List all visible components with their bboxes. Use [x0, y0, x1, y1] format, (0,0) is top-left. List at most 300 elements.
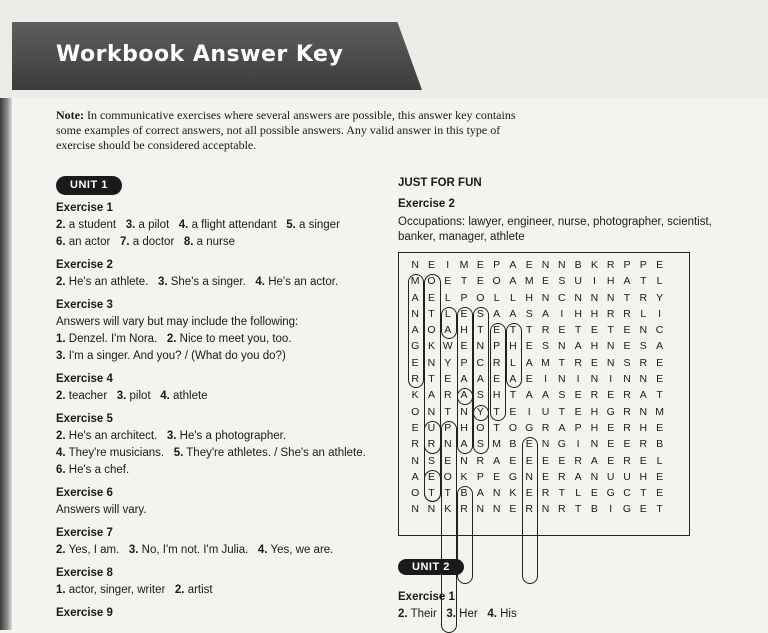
grid-letter: T	[509, 389, 517, 402]
word-loop	[522, 437, 538, 584]
grid-letter: N	[525, 470, 534, 483]
grid-letter: R	[443, 389, 452, 402]
grid-letter: H	[590, 421, 599, 434]
grid-letter: E	[427, 259, 435, 271]
answer-number: 2.	[166, 333, 177, 345]
grid-letter: E	[590, 356, 598, 369]
answer-number: 2.	[398, 608, 408, 620]
answer-text: artist	[184, 584, 213, 596]
word-loop	[473, 307, 489, 421]
grid-letter: I	[576, 438, 580, 451]
grid-letter: K	[427, 340, 435, 353]
grid-letter: N	[558, 259, 566, 271]
answer-text: an actor	[65, 236, 111, 248]
grid-letter: E	[525, 259, 533, 271]
grid-letter: R	[574, 454, 582, 467]
grid-letter: E	[525, 438, 533, 451]
grid-letter: R	[623, 389, 631, 402]
grid-letter: E	[509, 454, 517, 467]
exercise-block	[56, 412, 386, 478]
grid-letter: A	[574, 340, 582, 353]
grid-letter: T	[656, 389, 663, 402]
grid-letter: L	[510, 356, 516, 369]
word-loop	[424, 470, 440, 503]
word-loop	[424, 421, 440, 454]
answer-text: He's a chef.	[65, 464, 130, 476]
grid-letter: E	[476, 259, 484, 271]
exercise-title: Exercise 5	[56, 413, 113, 425]
grid-letter: A	[574, 470, 582, 483]
grid-letter: I	[609, 373, 613, 386]
grid-letter: S	[476, 438, 484, 451]
grid-letter: L	[444, 291, 451, 304]
grid-letter: I	[446, 259, 450, 271]
grid-letter: N	[606, 291, 615, 304]
grid-letter: K	[509, 487, 517, 500]
unit2-badge: UNIT 2	[398, 559, 464, 575]
just-for-fun-column	[398, 176, 712, 245]
answer-text: a doctor	[129, 236, 175, 248]
grid-letter: N	[541, 291, 550, 304]
grid-letter: T	[558, 405, 566, 418]
grid-letter: O	[411, 405, 420, 418]
answer-number: 8.	[183, 236, 194, 248]
grid-row	[407, 387, 668, 403]
grid-letter: N	[558, 340, 566, 353]
answer-text: pilot	[126, 390, 151, 402]
answer-number: 3.	[116, 390, 127, 402]
grid-letter: G	[606, 405, 615, 418]
answer-line	[56, 583, 386, 598]
answer-number: 3.	[166, 430, 177, 442]
grid-letter: R	[623, 307, 631, 320]
grid-letter: T	[558, 356, 566, 369]
answer-text: Yes, I am.	[65, 544, 120, 556]
answer-number: 2.	[56, 430, 66, 442]
grid-letter: R	[606, 307, 615, 320]
grid-letter: R	[558, 503, 566, 516]
answer-number: 3.	[446, 608, 456, 620]
grid-letter: L	[656, 275, 663, 288]
grid-letter: R	[411, 373, 419, 386]
grid-letter: A	[476, 373, 484, 386]
grid-letter: T	[493, 405, 500, 418]
grid-letter: E	[574, 405, 582, 418]
grid-letter: R	[639, 356, 648, 369]
exercise-block	[56, 201, 386, 250]
grid-letter: O	[476, 421, 485, 434]
grid-letter: R	[476, 454, 485, 467]
grid-letter: N	[639, 373, 648, 386]
grid-letter: G	[622, 503, 632, 516]
grid-letter: R	[623, 421, 631, 434]
answer-number: 4.	[160, 390, 170, 402]
grid-letter: N	[411, 454, 419, 467]
unit1-exercises	[56, 201, 386, 621]
answer-line	[56, 429, 386, 444]
answer-text: He's an architect.	[65, 430, 158, 442]
grid-letter: O	[427, 275, 436, 288]
answer-text: a flight attendant	[188, 219, 277, 231]
answer-number: 4.	[487, 608, 497, 620]
grid-letter: E	[656, 421, 664, 434]
grid-letter: T	[574, 324, 582, 337]
grid-letter: I	[560, 307, 564, 320]
answer-number: 4.	[255, 276, 265, 288]
answer-text: His	[496, 608, 517, 620]
grid-letter: N	[443, 438, 452, 451]
answer-text: Her	[455, 608, 478, 620]
grid-letter: N	[460, 454, 468, 467]
grid-letter: E	[509, 503, 517, 516]
grid-letter: M	[655, 405, 664, 418]
answer-text: No, I'm not. I'm Julia.	[138, 544, 249, 556]
answer-line	[56, 446, 386, 461]
grid-letter: N	[639, 405, 648, 418]
grid-letter: P	[493, 259, 501, 271]
word-loop	[424, 274, 440, 502]
grid-letter: R	[606, 259, 615, 271]
grid-letter: R	[623, 405, 631, 418]
grid-letter: K	[411, 389, 419, 402]
grid-letter: T	[623, 291, 631, 304]
grid-letter: E	[656, 470, 664, 483]
grid-letter: N	[476, 340, 485, 353]
grid-letter: G	[525, 421, 534, 434]
just-for-fun-title: JUST FOR FUN	[398, 177, 482, 189]
grid-letter: E	[525, 487, 533, 500]
grid-letter: E	[460, 340, 468, 353]
grid-letter: Y	[476, 405, 484, 418]
occupations-text: Occupations: lawyer, engineer, nurse, photographer, scientist, banker, manager, athlete	[398, 216, 712, 243]
grid-row	[407, 338, 668, 354]
grid-letter: A	[444, 324, 452, 337]
grid-letter: C	[623, 487, 631, 500]
grid-letter: N	[590, 470, 599, 483]
grid-letter: R	[558, 470, 566, 483]
answer-number: 3.	[128, 544, 139, 556]
grid-letter: T	[640, 275, 647, 288]
grid-letter: I	[658, 307, 662, 320]
grid-letter: N	[411, 503, 419, 516]
grid-letter: N	[492, 503, 501, 516]
grid-letter: A	[460, 373, 468, 386]
grid-letter: R	[574, 356, 582, 369]
grid-letter: B	[460, 487, 468, 500]
grid-letter: R	[541, 487, 550, 500]
answer-line	[56, 332, 386, 347]
grid-letter: A	[509, 275, 517, 288]
grid-letter: E	[525, 373, 533, 386]
grid-letter: E	[639, 503, 647, 516]
grid-letter: U	[606, 470, 615, 483]
grid-letter: S	[558, 275, 566, 288]
grid-letter: A	[460, 389, 468, 402]
grid-letter: P	[493, 340, 501, 353]
grid-letter: A	[525, 356, 533, 369]
grid-letter: I	[527, 405, 531, 418]
grid-letter: M	[541, 356, 550, 369]
grid-letter: A	[411, 470, 419, 483]
grid-letter: E	[607, 421, 615, 434]
grid-row	[407, 371, 668, 387]
grid-letter: O	[427, 324, 436, 337]
grid-letter: L	[656, 454, 663, 467]
grid-letter: E	[558, 454, 566, 467]
answer-number: 3.	[56, 350, 66, 362]
grid-letter: I	[592, 275, 596, 288]
grid-letter: G	[557, 438, 566, 451]
exercise-block	[56, 258, 386, 290]
page-title: Workbook Answer Key	[56, 42, 344, 67]
grid-letter: N	[574, 291, 582, 304]
grid-letter: O	[492, 275, 501, 288]
grid-letter: R	[541, 324, 550, 337]
grid-letter: T	[607, 324, 614, 337]
grid-letter: S	[427, 454, 435, 467]
answer-text: a student	[65, 219, 117, 231]
answer-text: actor, singer, writer	[65, 584, 166, 596]
grid-letter: E	[427, 291, 435, 304]
grid-letter: E	[590, 324, 598, 337]
exercise-title: Exercise 6	[56, 487, 113, 499]
grid-letter: B	[574, 259, 582, 271]
grid-letter: P	[574, 421, 582, 434]
answer-number: 4.	[56, 447, 66, 459]
answer-line	[56, 275, 386, 290]
answer-text: a singer	[295, 219, 340, 231]
exercise-intro: Answers will vary.	[56, 504, 147, 516]
grid-letter: P	[623, 259, 631, 271]
grid-letter: E	[444, 275, 452, 288]
grid-letter: P	[460, 356, 468, 369]
grid-letter: N	[541, 438, 550, 451]
grid-letter: E	[623, 438, 631, 451]
grid-letter: E	[411, 356, 419, 369]
grid-letter: E	[590, 487, 598, 500]
answer-text: a nurse	[193, 236, 236, 248]
grid-letter: E	[460, 307, 468, 320]
grid-letter: C	[655, 324, 664, 337]
exercise-intro: Answers will vary but may include the following:	[56, 316, 299, 328]
answer-number: 2.	[56, 219, 66, 231]
grid-letter: T	[460, 275, 468, 288]
grid-letter: A	[542, 307, 550, 320]
grid-letter: R	[639, 438, 648, 451]
grid-letter: E	[656, 373, 664, 386]
grid-letter: N	[606, 356, 615, 369]
grid-letter: A	[509, 259, 517, 271]
answer-text: They're musicians.	[65, 447, 165, 459]
grid-letter: T	[428, 487, 435, 500]
word-loop	[506, 323, 522, 388]
exercise-block	[56, 298, 386, 364]
grid-letter: A	[460, 438, 468, 451]
grid-letter: O	[508, 421, 518, 434]
grid-letter: S	[623, 356, 631, 369]
unit1-badge: UNIT 1	[56, 176, 122, 195]
unit2-exercise-1	[398, 590, 517, 622]
jff-exercise-title: Exercise 2	[398, 198, 455, 210]
answer-line	[398, 607, 517, 622]
grid-letter: C	[476, 356, 485, 369]
grid-letter: E	[542, 454, 550, 467]
grid-letter: W	[442, 340, 453, 353]
grid-letter: L	[575, 487, 582, 500]
grid-letter: T	[574, 503, 582, 516]
grid-letter: T	[640, 487, 647, 500]
answer-number: 5.	[286, 219, 296, 231]
answer-text: I'm a singer. And you? / (What do you do?)	[65, 350, 286, 362]
grid-letter: H	[574, 307, 582, 320]
answer-text: a pilot	[135, 219, 170, 231]
answer-text: Nice to meet you, too.	[176, 333, 292, 345]
grid-letter: N	[411, 307, 419, 320]
answer-line	[56, 235, 386, 250]
grid-letter: T	[509, 324, 517, 337]
grid-letter: T	[477, 324, 484, 337]
grid-letter: N	[639, 324, 648, 337]
grid-letter: A	[542, 389, 550, 402]
grid-letter: N	[590, 373, 599, 386]
note-label: Note:	[56, 108, 84, 122]
grid-letter: E	[493, 324, 501, 337]
answer-number: 3.	[125, 219, 136, 231]
grid-letter: N	[541, 503, 550, 516]
exercise-title: Exercise 4	[56, 373, 113, 385]
grid-letter: H	[639, 470, 648, 483]
grid-letter: R	[623, 454, 631, 467]
answer-line	[56, 389, 386, 404]
grid-row	[407, 290, 668, 306]
grid-letter: P	[476, 470, 484, 483]
grid-letter: M	[410, 275, 420, 288]
answer-text: Their	[407, 608, 437, 620]
grid-letter: T	[444, 487, 451, 500]
exercise-block	[56, 566, 386, 598]
answer-number: 3.	[157, 276, 168, 288]
grid-row	[407, 273, 668, 289]
answer-text: athlete	[169, 390, 208, 402]
grid-letter: I	[544, 373, 547, 386]
answer-line	[56, 463, 386, 478]
grid-letter: E	[476, 275, 484, 288]
grid-letter: N	[558, 373, 566, 386]
answer-text: They're athletes. / She's an athlete.	[183, 447, 366, 459]
grid-letter: E	[509, 405, 517, 418]
exercise-title: Exercise 8	[56, 567, 113, 579]
grid-letter: A	[656, 340, 664, 353]
answer-number: 6.	[56, 236, 66, 248]
answer-text: Denzel. I'm Nora.	[65, 333, 158, 345]
grid-letter: E	[411, 421, 419, 434]
grid-letter: O	[411, 487, 420, 500]
grid-letter: L	[640, 307, 647, 320]
grid-letter: H	[525, 291, 534, 304]
grid-letter: G	[508, 470, 518, 483]
grid-letter: U	[427, 421, 436, 434]
grid-letter: H	[460, 324, 468, 337]
grid-letter: T	[526, 324, 533, 337]
exercise-block	[56, 606, 386, 621]
grid-letter: A	[411, 291, 419, 304]
grid-letter: A	[525, 389, 533, 402]
answer-number: 2.	[56, 544, 66, 556]
grid-letter: T	[428, 307, 435, 320]
note-paragraph	[56, 108, 526, 153]
grid-letter: N	[590, 291, 599, 304]
answer-line	[56, 218, 386, 233]
exercise-block	[56, 486, 386, 518]
answer-number: 5.	[173, 447, 184, 459]
answer-text: He's an athlete.	[65, 276, 149, 288]
grid-letter: E	[623, 324, 631, 337]
answer-text: Yes, we are.	[267, 544, 334, 556]
grid-letter: O	[443, 470, 452, 483]
grid-letter: K	[590, 259, 598, 271]
grid-letter: A	[509, 373, 517, 386]
grid-letter: U	[541, 405, 550, 418]
grid-letter: R	[460, 503, 468, 516]
grid-letter: A	[493, 454, 501, 467]
grid-letter: E	[656, 259, 664, 271]
answer-text: She's a singer.	[167, 276, 246, 288]
exercise-block	[56, 372, 386, 404]
grid-letter: U	[574, 275, 582, 288]
grid-letter: H	[590, 340, 599, 353]
grid-letter: B	[509, 438, 517, 451]
grid-letter: L	[493, 291, 500, 304]
exercise-title: Exercise 2	[56, 259, 113, 271]
grid-letter: E	[542, 275, 550, 288]
grid-letter: E	[444, 454, 452, 467]
answer-line	[56, 543, 386, 558]
grid-letter: S	[476, 389, 484, 402]
grid-letter: R	[590, 389, 599, 402]
grid-letter: E	[656, 487, 664, 500]
grid-letter: E	[444, 373, 452, 386]
exercise-title: Exercise 7	[56, 527, 113, 539]
grid-letter: E	[525, 340, 533, 353]
grid-letter: N	[590, 438, 599, 451]
grid-letter: R	[639, 291, 648, 304]
grid-letter: O	[476, 291, 485, 304]
grid-letter: S	[558, 389, 566, 402]
grid-letter: R	[541, 421, 550, 434]
grid-letter: E	[493, 470, 501, 483]
answer-number: 2.	[56, 276, 66, 288]
grid-letter: N	[427, 503, 436, 516]
grid-letter: T	[428, 373, 435, 386]
grid-letter: I	[576, 373, 580, 386]
grid-letter: E	[639, 454, 647, 467]
grid-letter: H	[590, 307, 599, 320]
grid-letter: A	[639, 389, 647, 402]
answer-number: 1.	[56, 333, 66, 345]
grid-letter: A	[427, 389, 435, 402]
grid-letter: P	[639, 259, 647, 271]
grid-letter: S	[525, 307, 533, 320]
grid-letter: Y	[656, 291, 664, 304]
grid-letter: H	[492, 389, 501, 402]
grid-letter: N	[606, 340, 615, 353]
grid-letter: M	[459, 259, 469, 271]
grid-letter: N	[460, 405, 468, 418]
exercise-title: Exercise 1	[56, 202, 113, 214]
grid-letter: N	[427, 405, 436, 418]
word-search-grid	[398, 252, 690, 536]
unit2-answers	[398, 607, 517, 622]
